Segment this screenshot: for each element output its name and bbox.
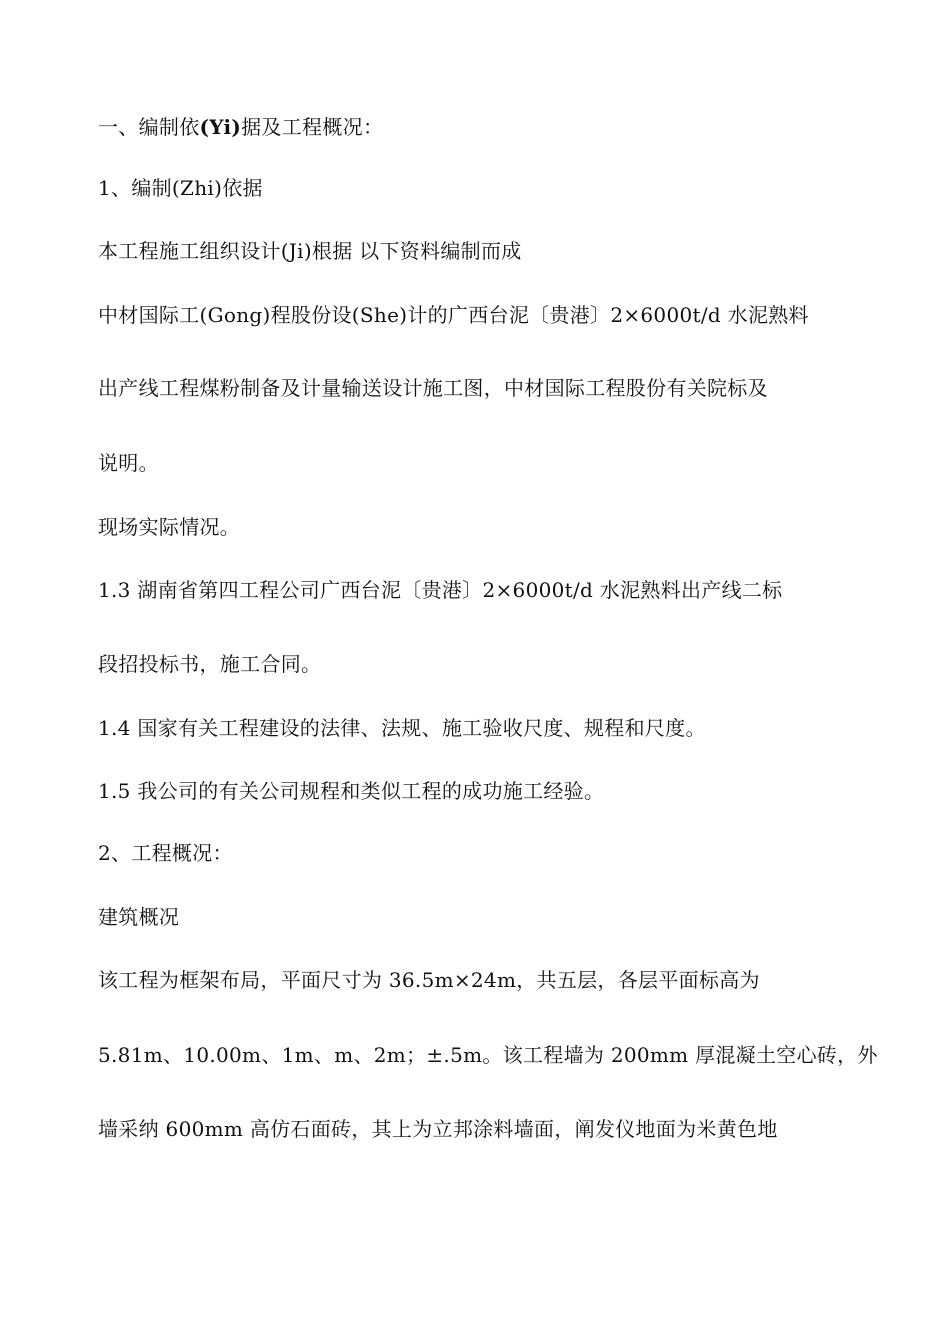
paragraph-line: 说明。 [98, 451, 159, 475]
subsection-heading: 建筑概况 [98, 905, 180, 929]
paragraph-line: 墙采纳 600mm 高仿石面砖，其上为立邦涂料墙面，阐发仪地面为米黄色地 [98, 1117, 778, 1141]
paragraph-line: 段招投标书，施工合同。 [98, 652, 322, 676]
heading-text-bold: (Yi) [199, 115, 242, 139]
section-heading-2: 2、工程概况： [98, 841, 233, 865]
paragraph-line: 1.4 国家有关工程建设的法律、法规、施工验收尺度、规程和尺度。 [98, 716, 706, 740]
paragraph-line: 本工程施工组织设计(Ji)根据 以下资料编制而成 [98, 239, 522, 263]
section-heading-1 [98, 113, 383, 141]
paragraph-line: 1.3 湖南省第四工程公司广西台泥〔贵港〕2×6000t/d 水泥熟料出产线二标 [98, 578, 783, 602]
paragraph-line: 1.5 我公司的有关公司规程和类似工程的成功施工经验。 [98, 779, 605, 803]
heading-text-part: 据及工程概况： [241, 115, 384, 139]
paragraph-line: 该工程为框架布局，平面尺寸为 36.5m×24m，共五层，各层平面标高为 [98, 968, 760, 992]
paragraph-line: 现场实际情况。 [98, 515, 241, 539]
paragraph-line: 中材国际工(Gong)程股份设(She)计的广西台泥〔贵港〕2×6000t/d 水泥熟料 [98, 303, 809, 327]
paragraph-line: 5.81m、10.00m、1m、m、2m；±.5m。该工程墙为 200mm 厚混凝土空心砖，外 [98, 1043, 878, 1067]
paragraph-line: 出产线工程煤粉制备及计量输送设计施工图，中材国际工程股份有关院标及 [98, 376, 768, 400]
subsection-heading: 1、编制(Zhi)依据 [98, 176, 263, 200]
heading-text-part: 一、编制依 [98, 115, 200, 139]
